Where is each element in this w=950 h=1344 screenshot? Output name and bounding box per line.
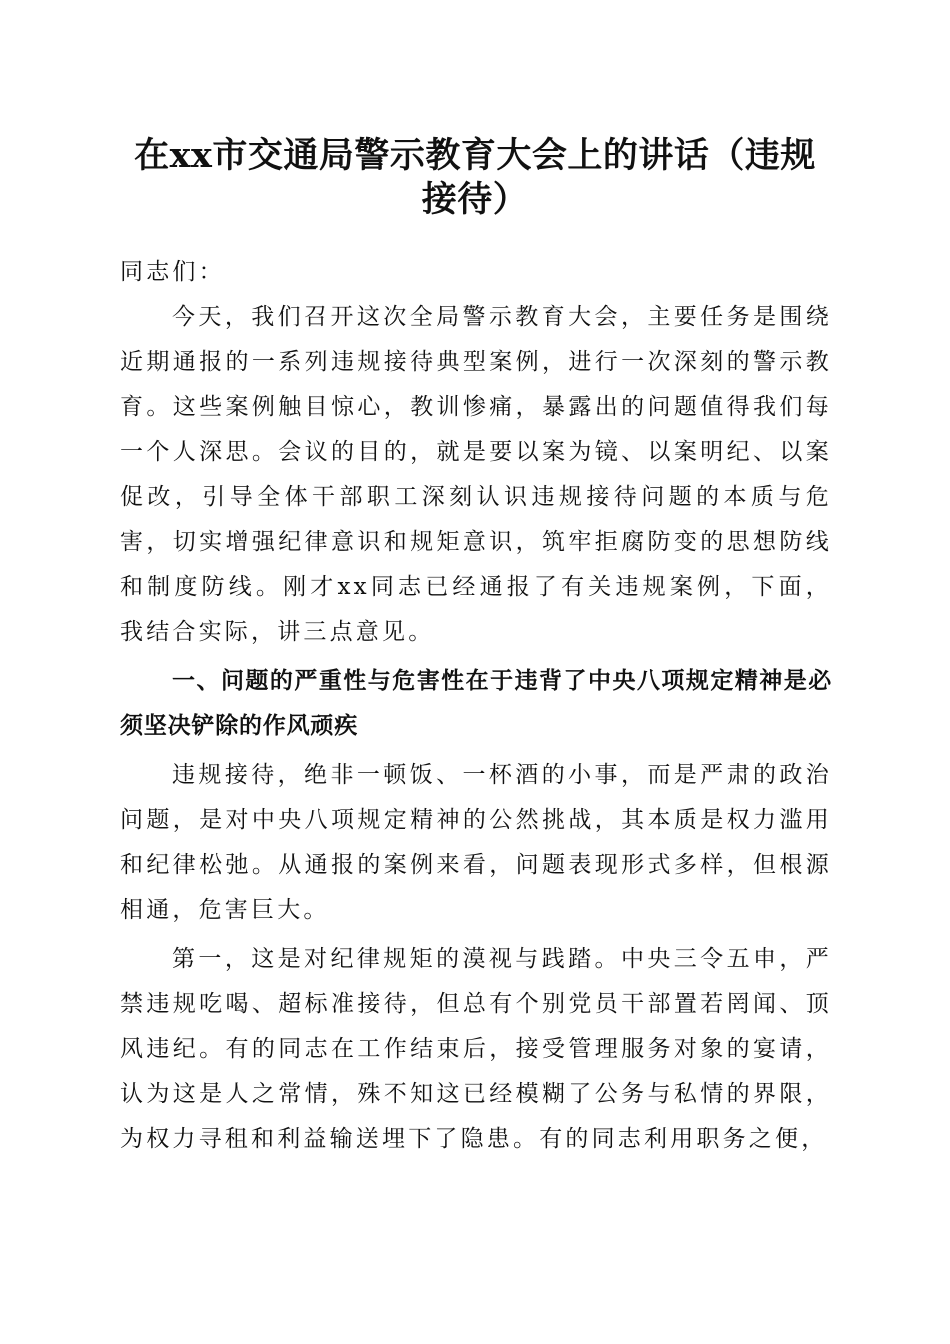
section-1-paragraph-2: 第一，这是对纪律规矩的漠视与践踏。中央三令五申，严禁违规吃喝、超标准接待，但总有个别党员干部置若罔闻、顶风违纪。有的同志在工作结束后，接受管理服务对象的宴请，认为这是人之常情，殊不知这已经模糊了公务与私情的界限，为权力寻租和利益输送埋下了隐患。有的同志利用职务之便， <box>120 946 832 1152</box>
document-title: 在xx市交通局警示教育大会上的讲话（违规接待） <box>134 135 816 220</box>
salutation: 同志们： <box>120 259 225 285</box>
intro-paragraph: 今天，我们召开这次全局警示教育大会，主要任务是围绕近期通报的一系列违规接待典型案例，进行一次深刻的警示教育。这些案例触目惊心，教训惨痛，暴露出的问题值得我们每一个人深思。会议的目的，就是要以案为镜、以案明纪、以案促改，引导全体干部职工深刻认识违规接待问题的本质与危害，切实增强纪律意识和规矩意识，筑牢拒腐防变的思想防线和制度防线。刚才xx同志已经通报了有关违规案例，下面，我结合实际，讲三点意见。 <box>120 304 832 645</box>
document-body <box>120 250 832 1162</box>
section-heading-1: 一、问题的严重性与危害性在于违背了中央八项规定精神是必须坚决铲除的作风顽疾 <box>120 668 832 739</box>
section-1-paragraph-1: 违规接待，绝非一顿饭、一杯酒的小事，而是严肃的政治问题，是对中央八项规定精神的公然挑战，其本质是权力滥用和纪律松弛。从通报的案例来看，问题表现形式多样，但根源相通，危害巨大。 <box>120 762 832 923</box>
